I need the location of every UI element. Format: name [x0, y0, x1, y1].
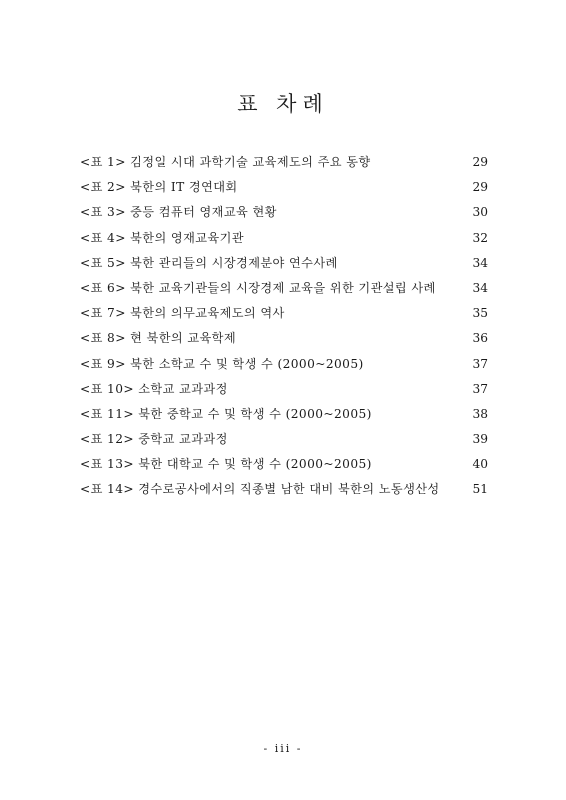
footer-page-number: - iii -: [263, 742, 303, 755]
toc-entry-page: 29: [472, 180, 488, 195]
page-title: 표 차례: [237, 92, 329, 116]
toc-entry-page: 37: [472, 356, 488, 371]
toc-entry: [80, 229, 488, 254]
table-of-contents-list: [80, 153, 488, 506]
toc-entry: [80, 480, 488, 505]
toc-entry: [80, 455, 488, 480]
toc-entry-page: 34: [472, 280, 488, 295]
toc-entry-page: 39: [472, 432, 488, 447]
toc-entry: [80, 380, 488, 405]
toc-entry: [80, 405, 488, 430]
toc-entry-label: <표 7> 북한의 의무교육제도의 역사: [80, 306, 285, 321]
toc-entry-label: <표 9> 북한 소학교 수 및 학생 수 (2000~2005): [80, 356, 364, 371]
toc-entry: [80, 153, 488, 178]
toc-entry-label: <표 12> 중학교 교과과정: [80, 432, 228, 447]
toc-entry-label: <표 14> 경수로공사에서의 직종별 남한 대비 북한의 노동생산성: [80, 482, 440, 497]
toc-entry: [80, 279, 488, 304]
toc-entry-label: <표 5> 북한 관리들의 시장경제분야 연수사례: [80, 255, 338, 270]
toc-entry-label: <표 11> 북한 중학교 수 및 학생 수 (2000~2005): [80, 406, 372, 421]
toc-entry-page: 36: [472, 331, 488, 346]
toc-entry-page: 34: [472, 255, 488, 270]
toc-entry-page: 35: [472, 306, 488, 321]
toc-entry-page: 29: [472, 155, 488, 169]
toc-entry-page: 51: [472, 482, 488, 497]
toc-entry-label: <표 10> 소학교 교과과정: [80, 381, 228, 396]
toc-entry-page: 38: [472, 406, 488, 421]
toc-entry: [80, 329, 488, 354]
toc-entry-page: 30: [472, 205, 488, 220]
toc-entry-label: <표 13> 북한 대학교 수 및 학생 수 (2000~2005): [80, 457, 372, 472]
toc-entry: [80, 355, 488, 380]
toc-entry-label: <표 1> 김정일 시대 과학기술 교육제도의 주요 동향: [80, 155, 371, 169]
toc-entry: [80, 203, 488, 228]
toc-entry-label: <표 4> 북한의 영재교육기관: [80, 230, 244, 245]
toc-entry-label: <표 6> 북한 교육기관들의 시장경제 교육을 위한 기관설립 사례: [80, 280, 436, 295]
toc-entry: [80, 178, 488, 203]
toc-entry: [80, 304, 488, 329]
toc-entry: [80, 430, 488, 455]
toc-entry-label: <표 8> 현 북한의 교육학제: [80, 331, 237, 346]
toc-entry-page: 32: [472, 230, 488, 245]
toc-entry-page: 37: [472, 381, 488, 396]
toc-entry-label: <표 3> 중등 컴퓨터 영재교육 현황: [80, 205, 277, 220]
toc-entry-page: 40: [472, 457, 488, 472]
toc-entry-label: <표 2> 북한의 IT 경연대회: [80, 180, 238, 195]
toc-entry: [80, 254, 488, 279]
